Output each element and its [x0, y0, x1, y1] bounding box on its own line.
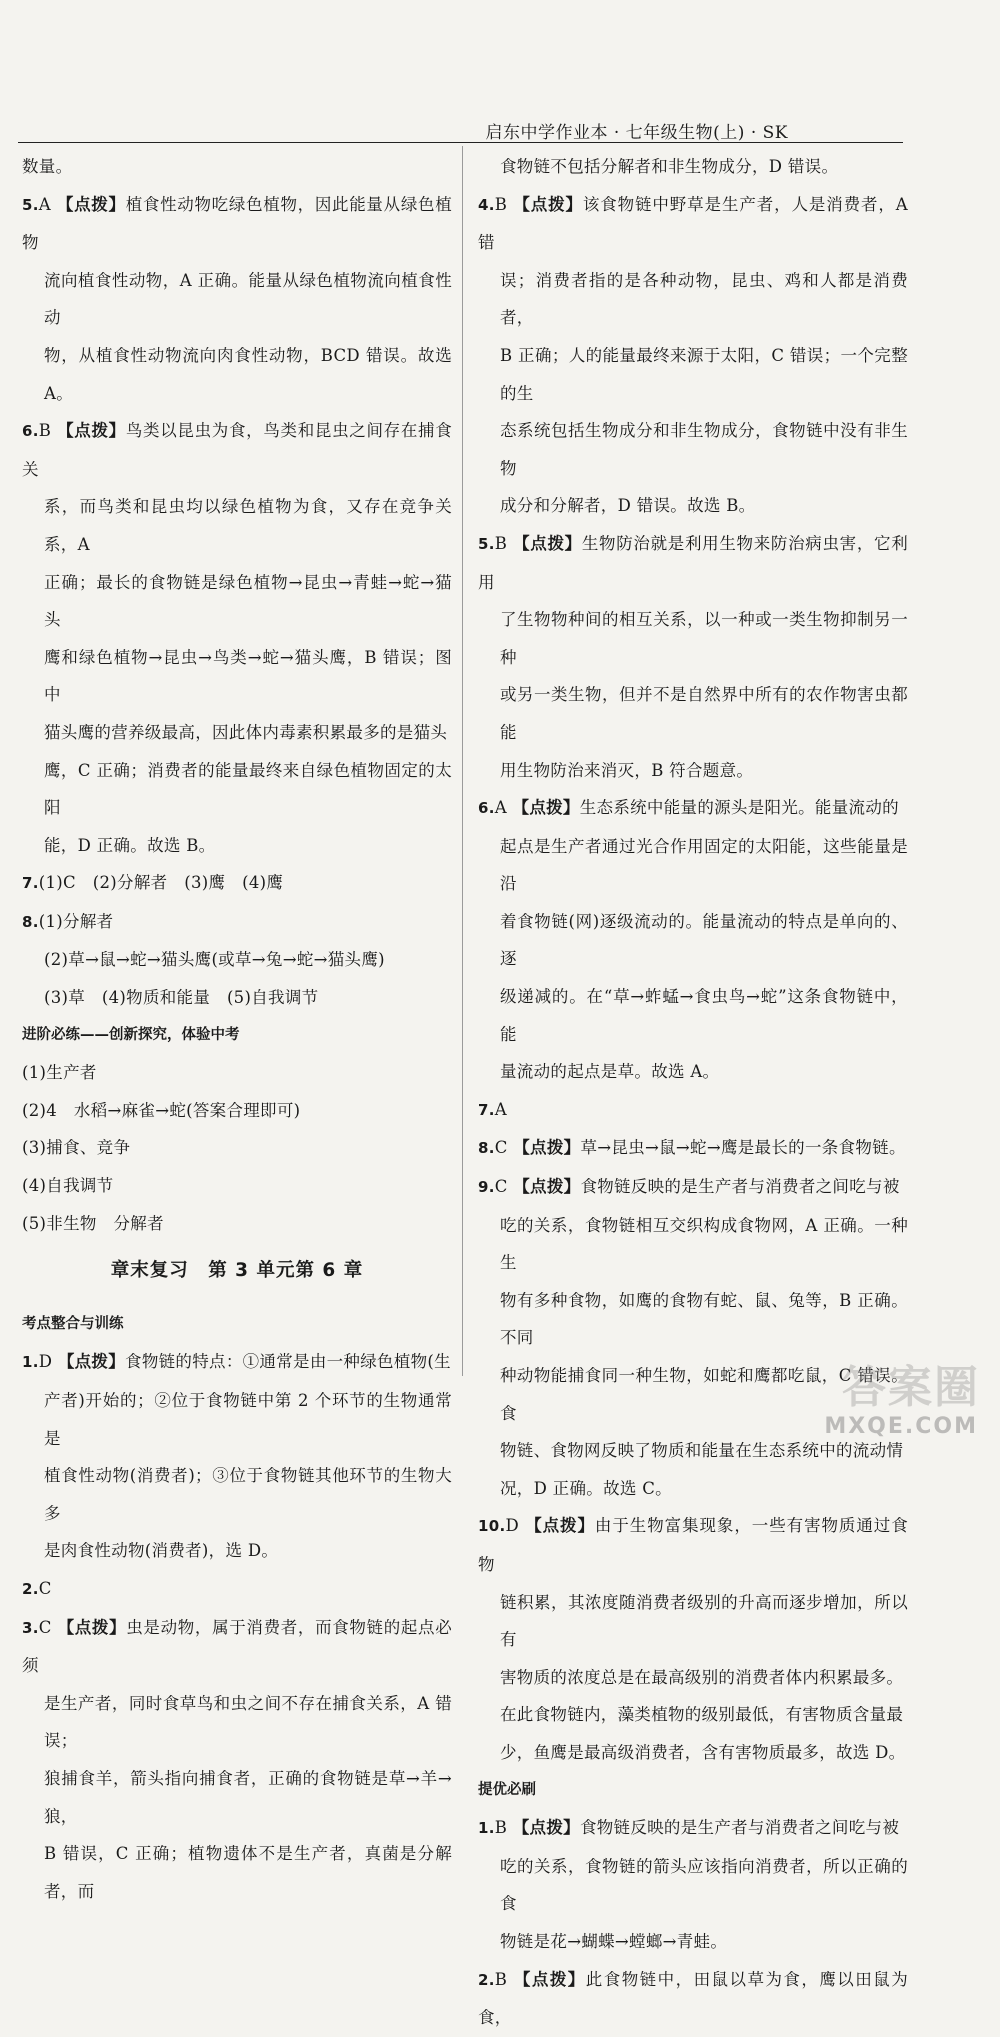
- item-number: 4.: [478, 195, 495, 214]
- answer-item-5: [22, 186, 452, 413]
- hint-tag: 【点拨】: [57, 1352, 126, 1372]
- explanation-line: 此食物链中，田鼠以草为食，鹰以田鼠为食，: [478, 1969, 909, 2028]
- answer-continuation: 数量。: [22, 157, 73, 176]
- hint-tag: 【点拨】: [513, 533, 582, 553]
- explanation-line: 种动物能捕食同一种生物，如蛇和鹰都吃鼠，C 错误。食: [500, 1366, 908, 1423]
- answer-letter: C: [38, 1578, 52, 1598]
- explanation-line: 量流动的起点是草。故选 A。: [500, 1062, 720, 1082]
- review-item-4: [478, 186, 908, 525]
- explanation-line: 物有多种食物，如鹰的食物有蛇、鼠、兔等，B 正确。不同: [500, 1290, 908, 1348]
- answer-letter: B: [494, 194, 508, 214]
- advanced-answer: (4)自我调节: [22, 1176, 114, 1196]
- review-item-1: [22, 1343, 452, 1570]
- watermark-logo: 答案圈: [842, 1362, 980, 1413]
- explanation-line: 由于生物富集现象，一些有害物质通过食物: [478, 1516, 909, 1574]
- answer-continuation: 食物链不包括分解者和非生物成分，D 错误。: [500, 157, 839, 176]
- answer-letter: B: [494, 1818, 508, 1838]
- explanation-line: 或另一类生物，但并不是自然界中所有的农作物害虫都能: [500, 685, 908, 742]
- answer-item-7: [22, 864, 452, 903]
- explanation-line: 况，D 正确。故选 C。: [500, 1478, 672, 1498]
- review-item-2: [22, 1570, 452, 1609]
- item-number: 2.: [22, 1579, 39, 1598]
- section-heading-advanced: 进阶必练——创新探究，体验中考: [22, 1026, 240, 1043]
- right-column: [478, 148, 908, 2037]
- explanation-line: 鹰，C 正确；消费者的能量最终来自绿色植物固定的太阳: [44, 760, 452, 818]
- advanced-answer: (3)捕食、竞争: [22, 1138, 131, 1158]
- hint-tag: 【点拨】: [512, 1818, 580, 1838]
- explanation-line: 流向植食性动物，A 正确。能量从绿色植物流向植食性动: [44, 270, 452, 328]
- column-divider: [462, 146, 463, 1376]
- answer-text: (1)分解者: [38, 911, 114, 931]
- answer-letter: C: [494, 1177, 508, 1197]
- section-heading-review: 考点整合与训练: [22, 1315, 124, 1332]
- hint-tag: 【点拨】: [56, 194, 126, 214]
- item-number: 8.: [22, 912, 39, 931]
- explanation-line: 了生物物种间的相互关系，以一种或一类生物抑制另一种: [500, 610, 908, 667]
- explanation-line: 级递减的。在“草→蚱蜢→食虫鸟→蛇”这条食物链中，能: [500, 987, 908, 1044]
- explanation-line: 食物链的特点：①通常是由一种绿色植物(生: [125, 1352, 451, 1372]
- item-number: 5.: [478, 534, 495, 553]
- item-number: 7.: [478, 1100, 495, 1119]
- explanation-line: 狼捕食羊，箭头指向捕食者，正确的食物链是草→羊→狼，: [44, 1768, 452, 1826]
- answer-letter: A: [494, 1099, 507, 1119]
- item-number: 8.: [478, 1139, 495, 1158]
- advanced-answer: (2)4 水稻→麻雀→蛇(答案合理即可): [22, 1100, 301, 1120]
- explanation-line: B 错误，C 正确；植物遗体不是生产者，真菌是分解者，而: [44, 1844, 452, 1901]
- item-number: 2.: [478, 1970, 495, 1989]
- answer-letter: D: [38, 1352, 53, 1372]
- explanation-line: 在此食物链内，藻类植物的级别最低，有害物质含量最: [500, 1705, 904, 1725]
- answer-text: (1)C (2)分解者 (3)鹰 (4)鹰: [38, 873, 284, 893]
- chapter-title: 章末复习 第 3 单元第 6 章: [110, 1260, 364, 1282]
- review-item-7: [478, 1091, 908, 1130]
- explanation-line: 着食物链(网)逐级流动的。能量流动的特点是单向的、逐: [500, 911, 908, 969]
- answer-letter: C: [38, 1617, 52, 1637]
- book-title: 启东中学作业本 · 七年级生物(上) · SK: [485, 123, 788, 143]
- explanation-line: 态系统包括生物成分和非生物成分，食物链中没有非生物: [500, 421, 908, 478]
- explanation-line: 是生产者，同时食草鸟和虫之间不存在捕食关系，A 错误；: [44, 1693, 452, 1751]
- answer-item-8: [22, 903, 452, 1017]
- left-column: [22, 148, 452, 1910]
- item-number: 10.: [478, 1517, 506, 1536]
- item-number: 3.: [22, 1618, 39, 1637]
- explanation-line: 是肉食性动物(消费者)，选 D。: [44, 1541, 279, 1561]
- answer-text: (3)草 (4)物质和能量 (5)自我调节: [44, 988, 319, 1008]
- item-number: 6.: [22, 422, 39, 441]
- explanation-line: 该食物链中野草是生产者，人是消费者，A 错: [478, 194, 909, 253]
- explanation-line: 正确；最长的食物链是绿色植物→昆虫→青蛙→蛇→猫头: [44, 572, 452, 630]
- improve-item-2: [478, 1961, 908, 2037]
- review-item-5: [478, 525, 908, 789]
- explanation-line: 草→昆虫→鼠→蛇→鹰是最长的一条食物链。: [580, 1138, 906, 1158]
- explanation-line: 能，D 正确。故选 B。: [44, 835, 216, 855]
- review-item-3: [22, 1609, 452, 1911]
- item-number: 9.: [478, 1178, 495, 1197]
- explanation-line: 植食性动物吃绿色植物，因此能量从绿色植物: [22, 194, 453, 253]
- section-heading-improve: 提优必刷: [478, 1781, 536, 1798]
- improve-item-1: [478, 1809, 908, 1960]
- explanation-line: 成分和分解者，D 错误。故选 B。: [500, 496, 756, 516]
- hint-tag: 【点拨】: [525, 1516, 595, 1536]
- hint-tag: 【点拨】: [513, 1177, 581, 1197]
- explanation-line: 吃的关系，食物链相互交织构成食物网，A 正确。一种生: [500, 1215, 908, 1273]
- explanation-line: 系，而鸟类和昆虫均以绿色植物为食，又存在竞争关系，A: [44, 497, 452, 554]
- answer-letter: C: [494, 1138, 508, 1158]
- explanation-line: 少，鱼鹰是最高级消费者，含有害物质最多，故选 D。: [500, 1742, 906, 1762]
- hint-tag: 【点拨】: [513, 1969, 586, 1989]
- explanation-line: 食物链反映的是生产者与消费者之间吃与被: [580, 1177, 900, 1197]
- explanation-line: 吃的关系，食物链的箭头应该指向消费者，所以正确的食: [500, 1856, 908, 1914]
- explanation-line: 生物防治就是利用生物来防治病虫害，它利用: [478, 533, 909, 592]
- hint-tag: 【点拨】: [513, 1138, 581, 1158]
- explanation-line: 虫是动物，属于消费者，而食物链的起点必须: [22, 1617, 453, 1676]
- explanation-line: 害物质的浓度总是在最高级别的消费者体内积累最多。: [500, 1667, 904, 1687]
- item-number: 1.: [478, 1819, 495, 1838]
- explanation-line: 误；消费者指的是各种动物，昆虫、鸡和人都是消费者，: [500, 270, 908, 328]
- answer-letter: A: [494, 798, 507, 818]
- answer-letter: B: [494, 533, 508, 553]
- explanation-line: 鸟类以昆虫为食，鸟类和昆虫之间存在捕食关: [22, 421, 453, 479]
- answer-letter: B: [494, 1969, 508, 1989]
- review-item-8: [478, 1129, 908, 1168]
- explanation-line: 食物链反映的是生产者与消费者之间吃与被: [579, 1818, 900, 1838]
- watermark-url: MXQE.COM: [824, 1414, 978, 1439]
- explanation-line: 物链、食物网反映了物质和能量在生态系统中的流动情: [500, 1441, 904, 1461]
- answer-letter: A: [38, 194, 51, 214]
- hint-tag: 【点拨】: [57, 1617, 127, 1637]
- explanation-line: 链积累，其浓度随消费者级别的升高而逐步增加，所以有: [500, 1592, 908, 1650]
- answer-letter: D: [505, 1516, 520, 1536]
- explanation-line: 猫头鹰的营养级最高，因此体内毒素积累最多的是猫头: [44, 722, 448, 742]
- explanation-line: 产者)开始的；②位于食物链中第 2 个环节的生物通常是: [44, 1391, 452, 1448]
- hint-tag: 【点拨】: [512, 798, 580, 818]
- advanced-answer: (5)非生物 分解者: [22, 1213, 164, 1233]
- answer-item-6: [22, 412, 452, 864]
- item-number: 6.: [478, 799, 495, 818]
- answer-text: (2)草→鼠→蛇→猫头鹰(或草→兔→蛇→猫头鹰): [44, 950, 385, 970]
- explanation-line: 物链是花→蝴蝶→螳螂→青蛙。: [500, 1931, 728, 1951]
- explanation-line: 用生物防治来消灭，B 符合题意。: [500, 760, 754, 780]
- review-item-9: [478, 1168, 908, 1507]
- answer-letter: B: [38, 421, 52, 441]
- item-number: 5.: [22, 195, 39, 214]
- explanation-line: 鹰和绿色植物→昆虫→鸟类→蛇→猫头鹰，B 错误；图中: [44, 647, 452, 705]
- review-item-10: [478, 1507, 908, 1771]
- page-header: [18, 112, 903, 143]
- explanation-line: B 正确；人的能量最终来源于太阳，C 错误；一个完整的生: [500, 345, 908, 403]
- review-item-6: [478, 789, 908, 1091]
- explanation-line: 物，从植食性动物流向肉食性动物，BCD 错误。故选 A。: [44, 345, 452, 403]
- hint-tag: 【点拨】: [57, 421, 126, 441]
- explanation-line: 起点是生产者通过光合作用固定的太阳能，这些能量是沿: [500, 836, 908, 894]
- hint-tag: 【点拨】: [513, 194, 583, 214]
- explanation-line: 植食性动物(消费者)；③位于食物链其他环节的生物大多: [44, 1466, 452, 1523]
- explanation-line: 生态系统中能量的源头是阳光。能量流动的: [579, 798, 899, 818]
- item-number: 1.: [22, 1353, 39, 1372]
- item-number: 7.: [22, 874, 39, 893]
- site-watermark: [811, 1357, 986, 1443]
- advanced-answer: (1)生产者: [22, 1063, 97, 1083]
